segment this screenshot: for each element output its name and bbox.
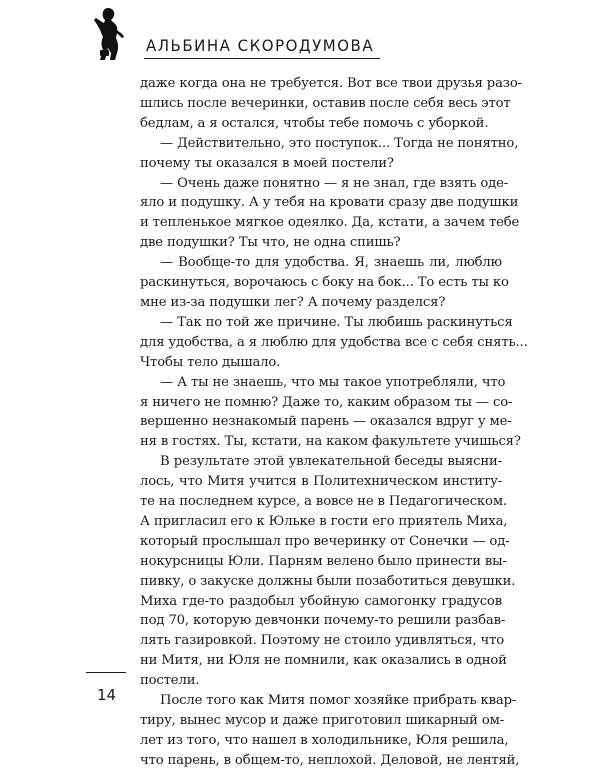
text-line: Чтобы тело дышало. [140, 354, 281, 370]
text-line: вершенно незнакомый парень — оказался вдруг у ме- [140, 414, 512, 430]
author-name: АЛЬБИНА СКОРОДУМОВА [146, 36, 375, 56]
text-line: две подушки? Ты что, не одна спишь? [140, 235, 401, 251]
text-line: для удобства, а я люблю для удобства все с себя снять... [140, 334, 528, 350]
text-line: лет из того, что нашел в холодильнике, Юля решила, [140, 732, 509, 748]
text-line: В результате этой увлекательной беседы выясни- [160, 454, 502, 470]
text-line: ня в гостях. Ты, кстати, на каком факультете учишься? [140, 434, 521, 450]
text-line: лось, что Митя учится в Политехническом институ- [140, 474, 502, 490]
text-line: почему ты оказался в моей постели? [140, 155, 394, 171]
text-line: яло и подушку. А у тебя на кровати сразу две подушки [140, 195, 519, 211]
text-line: ни Митя, ни Юля не помнили, как оказались в одной [140, 653, 507, 669]
footer-rule [86, 672, 126, 673]
text-line: я ничего не помню? Даже то, каким образом ты — со- [140, 394, 513, 410]
text-line: мне из-за подушки лег? А почему разделся? [140, 294, 446, 310]
text-line: лять газировкой. Поэтому не стоило удивляться, что [140, 633, 505, 649]
body-text [140, 74, 528, 771]
running-header [86, 6, 386, 62]
text-line: раскинуться, ворочаюсь с боку на бок... То есть ты ко [140, 275, 509, 291]
page-number: 14 [97, 686, 117, 704]
text-line: под 70, которую девчонки почему-то решили разбав- [140, 613, 506, 629]
text-line: тиру, вынес мусор и даже приготовил шикарный ом- [140, 713, 505, 728]
woman-silhouette-icon [86, 6, 132, 62]
text-line: — Так по той же причине. Ты любишь раскинуться [160, 314, 513, 330]
text-line: что парень, в общем-то, неплохой. Деловой, не лентяй, [140, 752, 520, 768]
text-line: те на последнем курсе, а вовсе не в Педагогическом. [140, 494, 507, 510]
text-line: бедлам, а я остался, чтобы тебе помочь с уборкой. [140, 115, 489, 131]
text-line: — Очень даже понятно — я не знал, где взять оде- [160, 175, 509, 191]
text-line: Миха где-то раздобыл убойную самогонку градусов [140, 593, 502, 609]
text-line: постели. [140, 673, 200, 689]
text-line: который прослышал про вечеринку от Сонечки — од- [140, 533, 510, 549]
text-line: шлись после вечеринки, оставив после себя весь этот [140, 95, 511, 111]
text-line: пивку, о закуске должны были позаботиться девушки. [140, 573, 516, 589]
text-line: даже когда она не требуется. Вот все твои друзья разо- [140, 76, 522, 91]
text-line: — Действительно, это поступок... Тогда не понятно, [160, 135, 519, 151]
text-line: А пригласил его к Юльке в гости его приятель Миха, [140, 513, 508, 529]
text-line: нокурсницы Юли. Парням велено было принести вы- [140, 553, 507, 569]
header-rule [144, 58, 380, 59]
text-line: — А ты не знаешь, что мы такое употребляли, что [160, 374, 506, 390]
text-line: После того как Митя помог хозяйке прибрать квар- [160, 693, 517, 709]
text-line: и тепленькое мягкое одеялко. Да, кстати, а зачем тебе [140, 215, 520, 231]
text-line: — Вообще-то для удобства. Я, знаешь ли, люблю [160, 255, 502, 271]
